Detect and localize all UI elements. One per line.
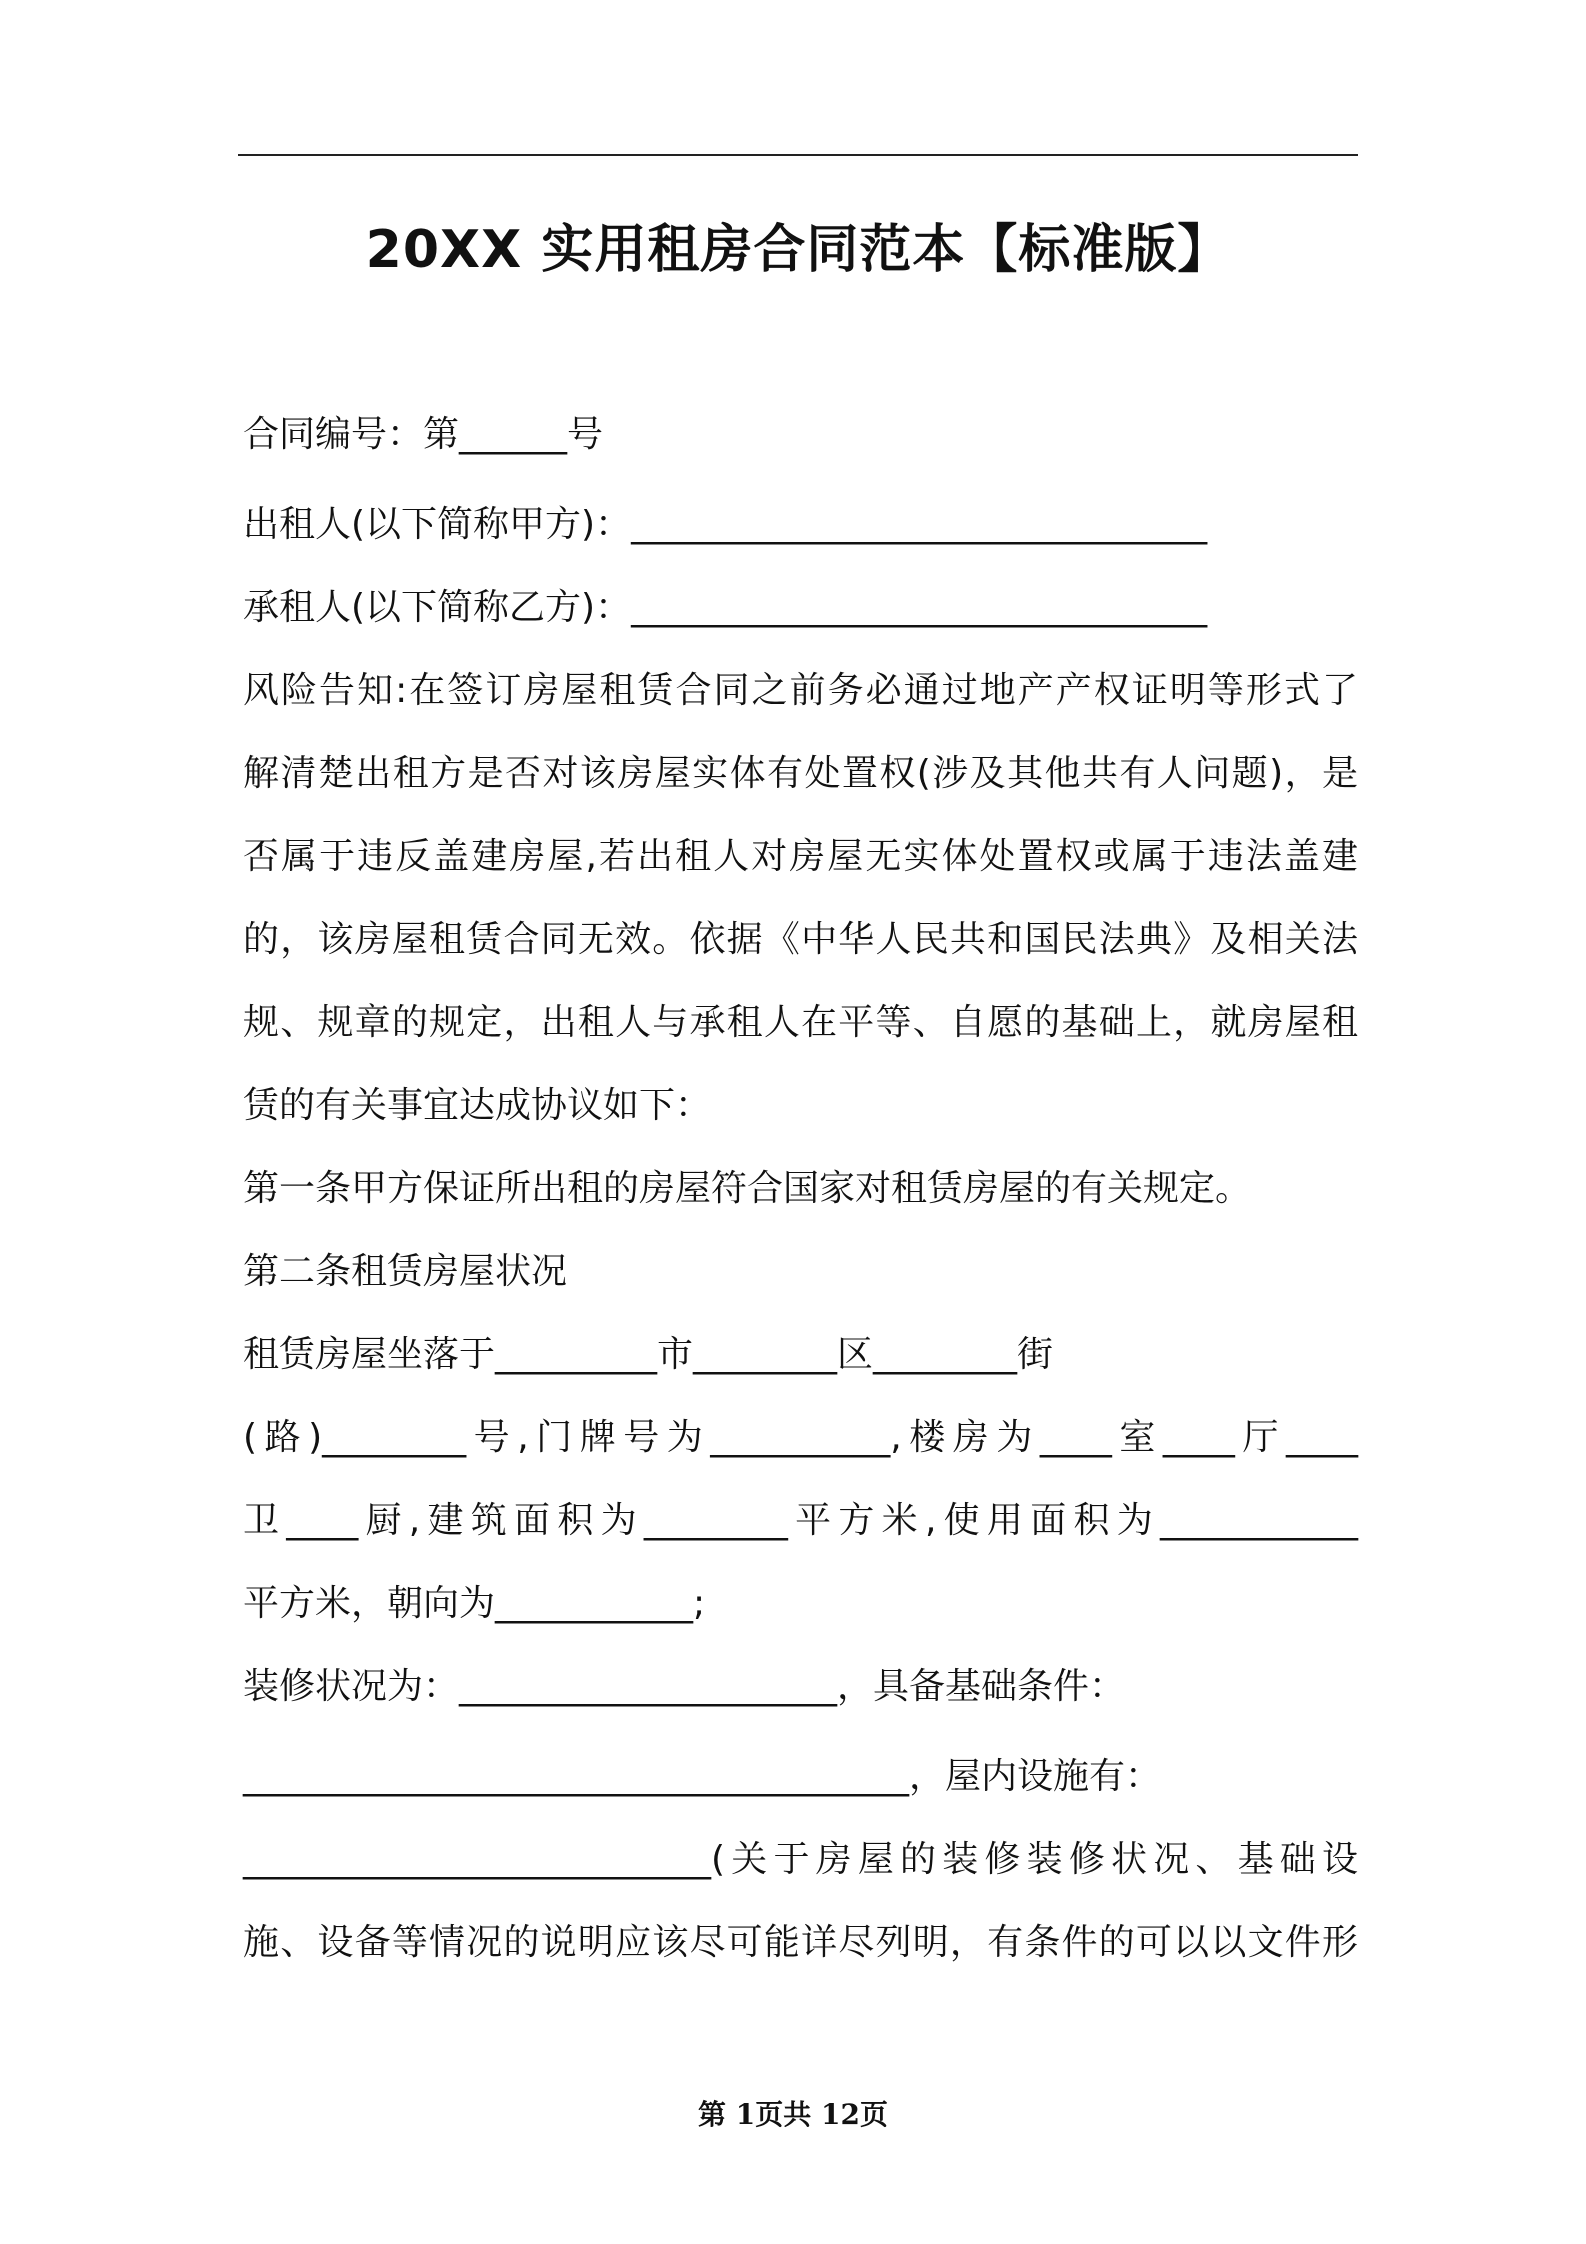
- basic-conditions-line: _____________________________________，屋内设施有：: [243, 1756, 1162, 1797]
- property-location-line: 租赁房屋坐落于_________市________区________街: [243, 1334, 1054, 1375]
- article-2-heading: 第二条租赁房屋状况: [243, 1251, 568, 1292]
- property-area-line: 卫____厨,建筑面积为________平方米,使用面积为___________: [243, 1500, 1358, 1541]
- risk-notice-line-3: 否属于违反盖建房屋,若出租人对房屋无实体处置权或属于违法盖建: [243, 836, 1358, 877]
- facilities-line: __________________________(关于房屋的装修装修状况、基础设: [243, 1839, 1358, 1880]
- header-rule: [238, 154, 1358, 156]
- risk-notice-line-6: 赁的有关事宜达成协议如下：: [243, 1085, 712, 1126]
- article-1: 第一条甲方保证所出租的房屋符合国家对租赁房屋的有关规定。: [243, 1168, 1252, 1209]
- lessee-line: 承租人(以下简称乙方)：________________________________: [243, 587, 1208, 628]
- decoration-status-line: 装修状况为：_____________________，具备基础条件：: [243, 1666, 1126, 1707]
- property-address-line: (路)________号,门牌号为__________,楼房为____室____厅____: [243, 1417, 1358, 1458]
- facilities-note-line: 施、设备等情况的说明应该尽可能详尽列明，有条件的可以以文件形: [243, 1922, 1358, 1963]
- risk-notice-line-1: 风险告知:在签订房屋租赁合同之前务必通过地产产权证明等形式了: [243, 670, 1358, 711]
- contract-number-line: 合同编号：第______号: [243, 414, 604, 455]
- risk-notice-line-4: 的，该房屋租赁合同无效。依据《中华人民共和国民法典》及相关法: [243, 919, 1358, 960]
- lessor-line: 出租人(以下简称甲方)：________________________________: [243, 504, 1208, 545]
- risk-notice-line-5: 规、规章的规定，出租人与承租人在平等、自愿的基础上，就房屋租: [243, 1002, 1358, 1043]
- risk-notice-line-2: 解清楚出租方是否对该房屋实体有处置权(涉及其他共有人问题)，是: [243, 753, 1358, 794]
- document-title: 20XX 实用租房合同范本【标准版】: [365, 220, 1231, 280]
- page-number: 第 1页共 12页: [698, 2098, 888, 2131]
- property-orientation-line: 平方米，朝向为___________;: [243, 1583, 706, 1624]
